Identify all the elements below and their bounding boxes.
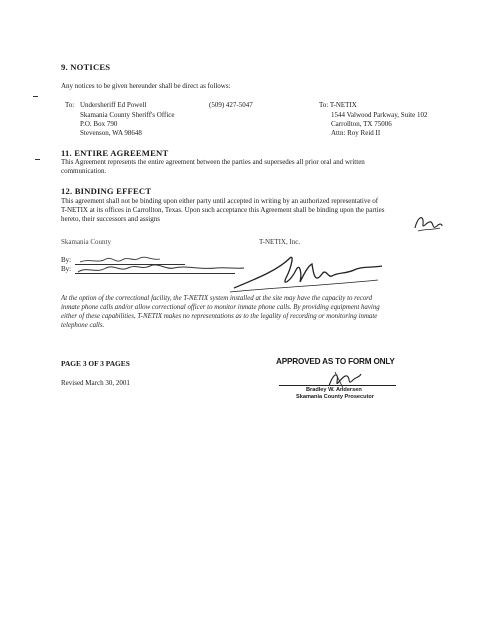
right-address-line: Attn: Roy Reid II	[331, 129, 381, 137]
right-address-line: Carrollton, TX 75006	[331, 120, 392, 128]
italic-note-line: either of these capabilities, T-NETIX makes no representations as to the legality of recording or monitoring inmate	[61, 313, 378, 320]
binding-effect-line: T-NETIX at its offices in Carrollton, Texas. Upon such acceptance this Agreement shall be binding upon the parties	[61, 206, 385, 214]
entire-agreement-heading: 11. ENTIRE AGREEMENT	[61, 148, 169, 158]
left-address-line: Stevenson, WA 98648	[80, 129, 142, 137]
county-signature	[76, 250, 246, 278]
approval-title: APPROVED AS TO FORM ONLY	[276, 357, 395, 366]
approval-line	[279, 385, 396, 386]
revised-date: Revised March 30, 2001	[61, 379, 130, 387]
italic-note-line: At the option of the correctional facility, the T-NETIX system installed at the site may have the capacity to record	[61, 295, 373, 302]
binding-effect-line: hereto, their successors and assigns	[61, 215, 160, 223]
page-number: PAGE 3 OF 3 PAGES	[61, 359, 130, 368]
phone-number: (509) 427-5047	[209, 101, 253, 109]
italic-note-line: telephone calls.	[61, 322, 105, 329]
margin-mark	[35, 159, 40, 160]
left-party-name: Skamania County	[61, 238, 111, 246]
entire-agreement-line: This Agreement represents the entire agreement between the parties and supersedes all prior oral and written	[61, 158, 365, 166]
left-address-line: P.O. Box 790	[80, 120, 118, 128]
entire-agreement-line: communication.	[61, 167, 107, 175]
approval-role: Skamania County Prosecutor	[296, 394, 375, 400]
italic-note-line: inmate phone calls and/or allow correctional officer to monitor inmate phone calls. By providing equipment having	[61, 304, 380, 311]
left-address-line: Undersheriff Ed Powell	[80, 101, 147, 109]
by-label: By:	[61, 256, 72, 264]
margin-mark	[33, 96, 38, 97]
binding-effect-line: This agreement shall not be binding upon either party until accepted in writing by an authorized representative of	[61, 197, 379, 205]
tnetix-signature	[228, 248, 388, 298]
right-party-name: T-NETIX, Inc.	[259, 238, 301, 246]
notices-heading: 9. NOTICES	[61, 62, 111, 72]
initials-mark	[412, 212, 444, 234]
left-address-line: Skamania County Sheriff's Office	[80, 111, 175, 119]
notices-intro: Any notices to be given hereunder shall be direct as follows:	[61, 82, 231, 90]
to-label-right: To: T-NETIX	[319, 101, 357, 109]
binding-effect-heading: 12. BINDING EFFECT	[61, 186, 152, 196]
right-address-line: 1544 Valwood Parkway, Suite 102	[331, 111, 428, 119]
approval-name: Bradley W. Andersen	[306, 387, 362, 393]
to-label-left: To:	[65, 101, 75, 109]
by-label: By:	[61, 265, 72, 273]
